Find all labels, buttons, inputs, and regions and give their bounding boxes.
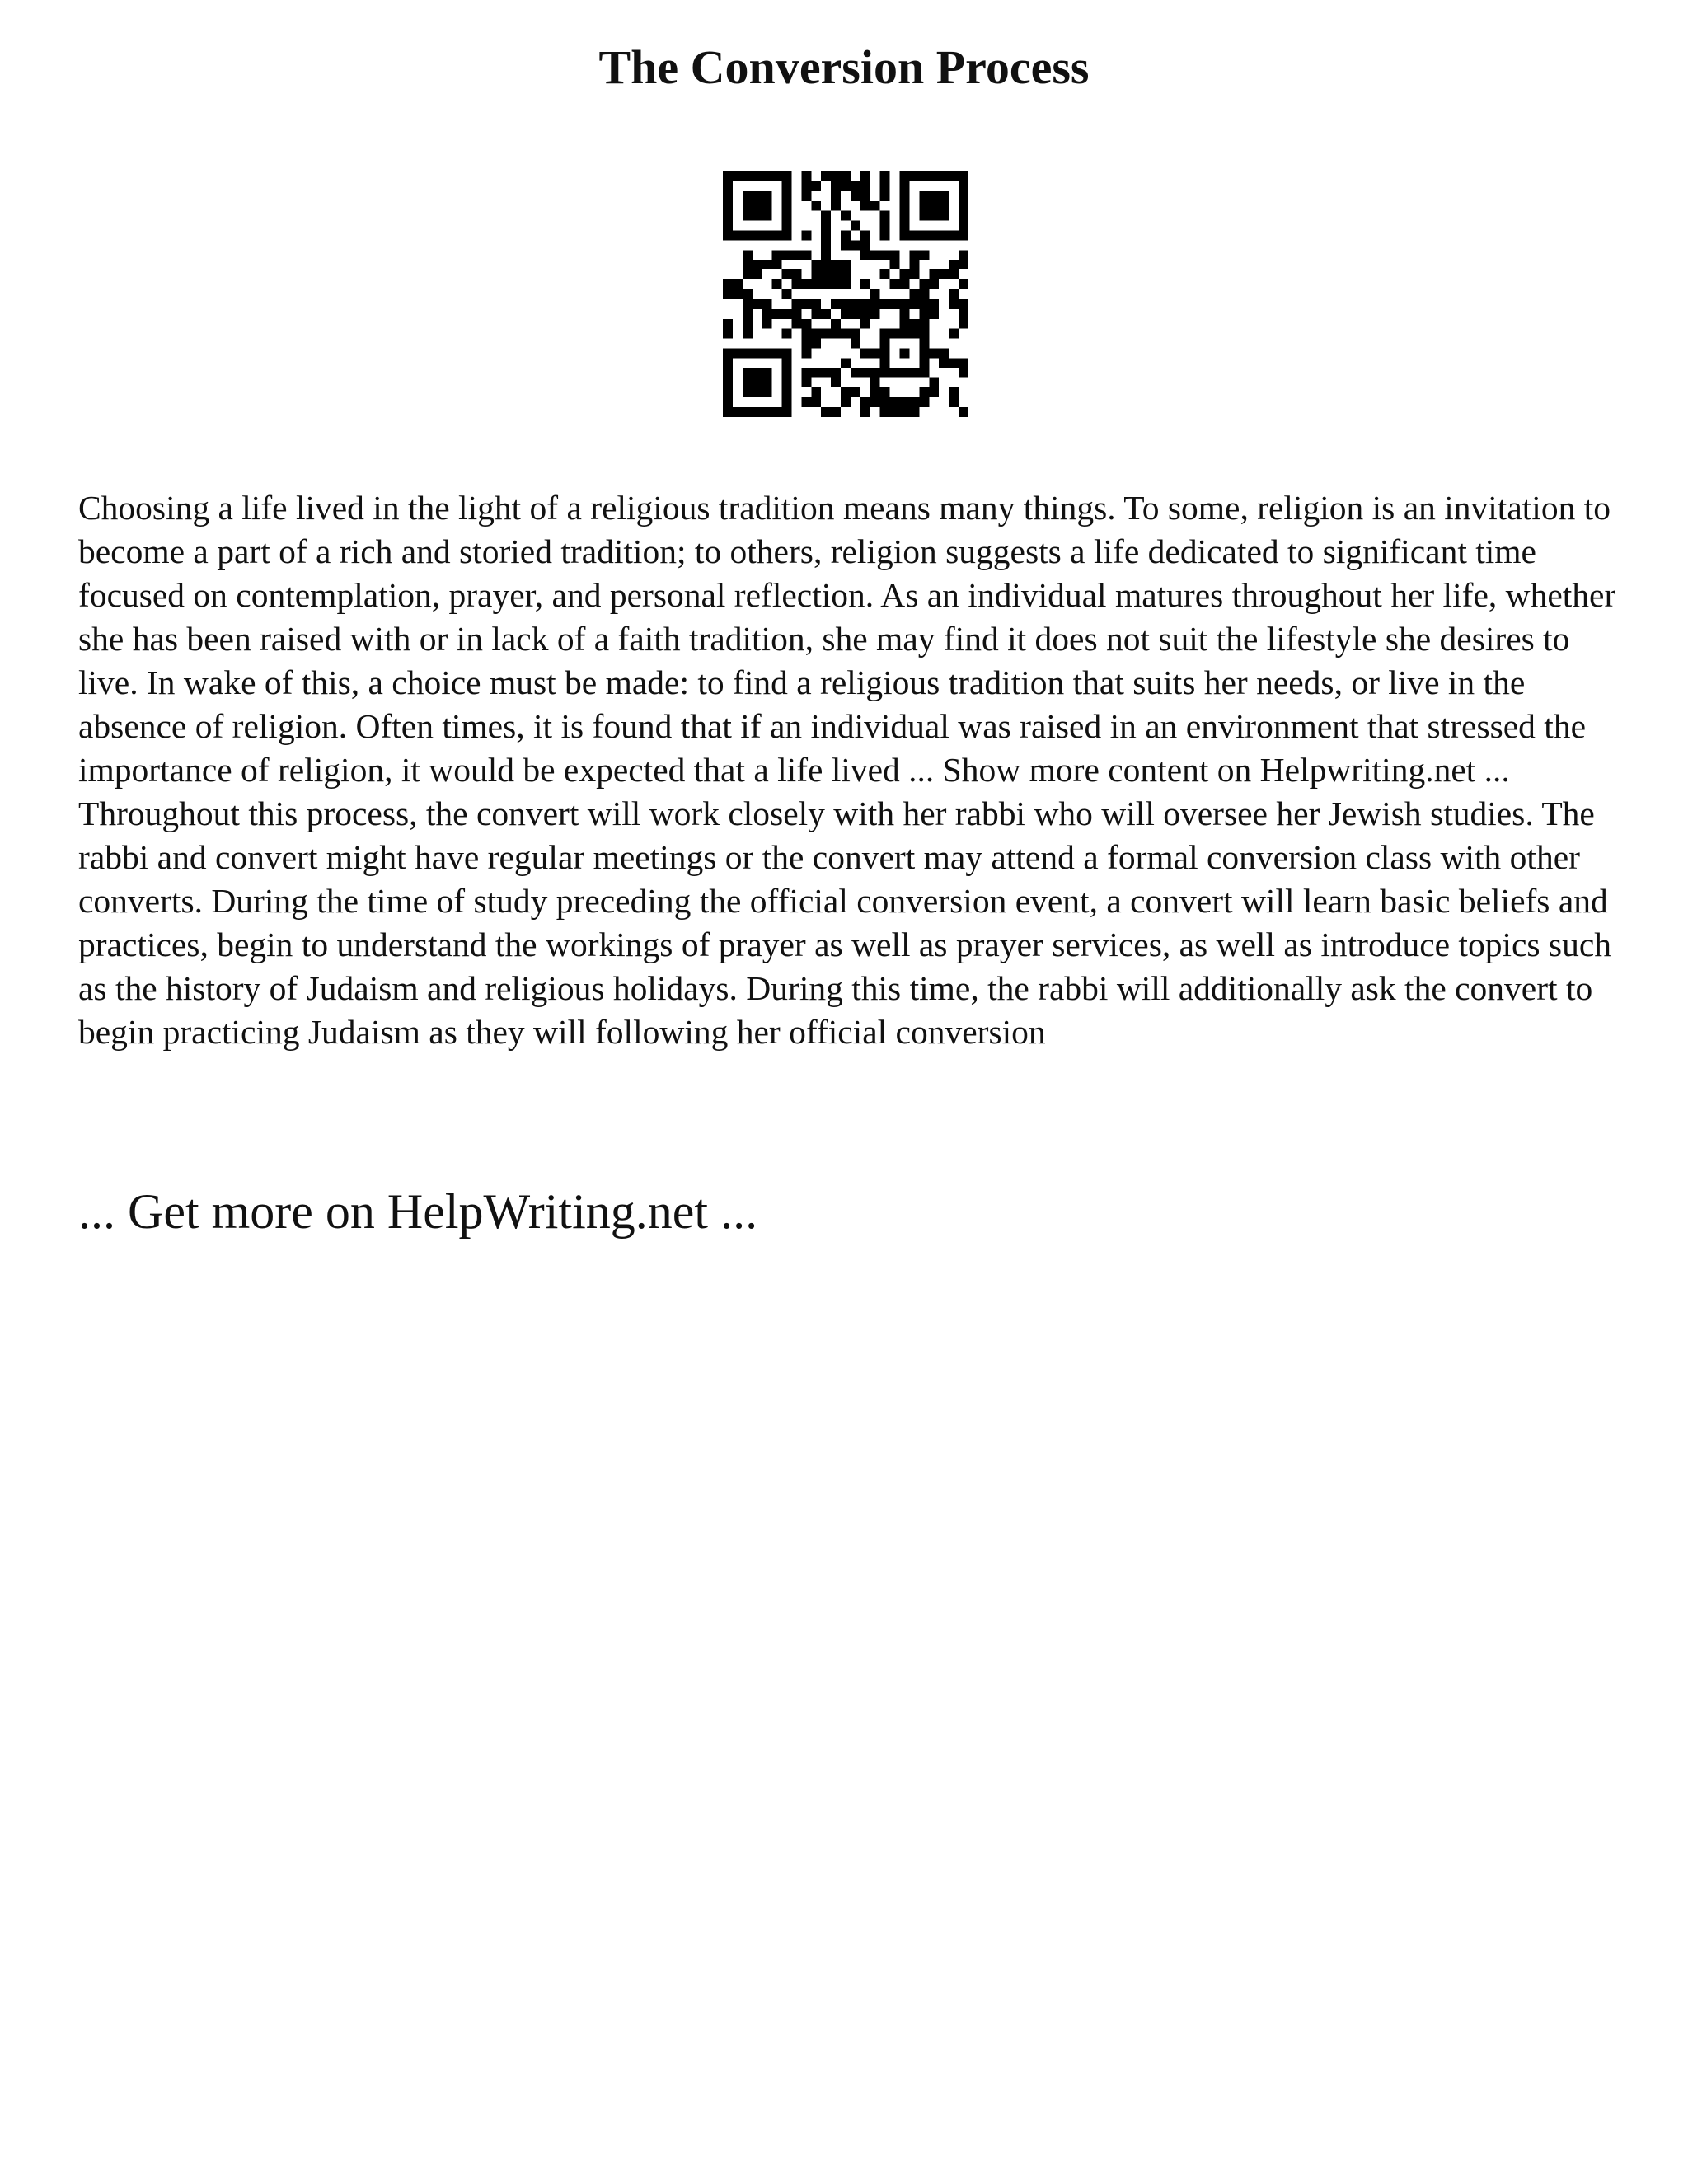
paragraph-2: Throughout this process, the convert will work closely with her rabbi who will oversee her Jewish studies. The rabbi and convert might have regular meetings or the convert may attend a formal conversion class with other converts. During the time of study preceding the official conversion event, a convert will learn basic beliefs and practices, begin to understand the workings of prayer as well as prayer services, as well as introduce topics such as the history of Judaism and religious holidays. During this time, the rabbi will additionally ask the convert to begin practicing Judaism as they will following her official conversion: [78, 794, 1611, 1051]
get-more-link[interactable]: ... Get more on HelpWriting.net ...: [78, 1184, 758, 1239]
page-title: The Conversion Process: [598, 40, 1090, 94]
qr-code-icon: [723, 171, 968, 417]
article-body: [78, 486, 1628, 1054]
paragraph-1: Choosing a life lived in the light of a religious tradition means many things. To some, religion is an invitation to become a part of a rich and storied tradition; to others, religion suggests a life dedicated to significant time focused on contemplation, prayer, and personal reflection. As an individual matures throughout her life, whether she has been raised with or in lack of a faith tradition, she may find it does not suit the lifestyle she desires to live. In wake of this, a choice must be made: to find a religious tradition that suits her needs, or live in the absence of religion. Often times, it is found that if an individual was raised in an environment that stressed the importance of religion, it would be expected that a life lived ... Show more content on Helpwriting.net ...: [78, 489, 1616, 789]
